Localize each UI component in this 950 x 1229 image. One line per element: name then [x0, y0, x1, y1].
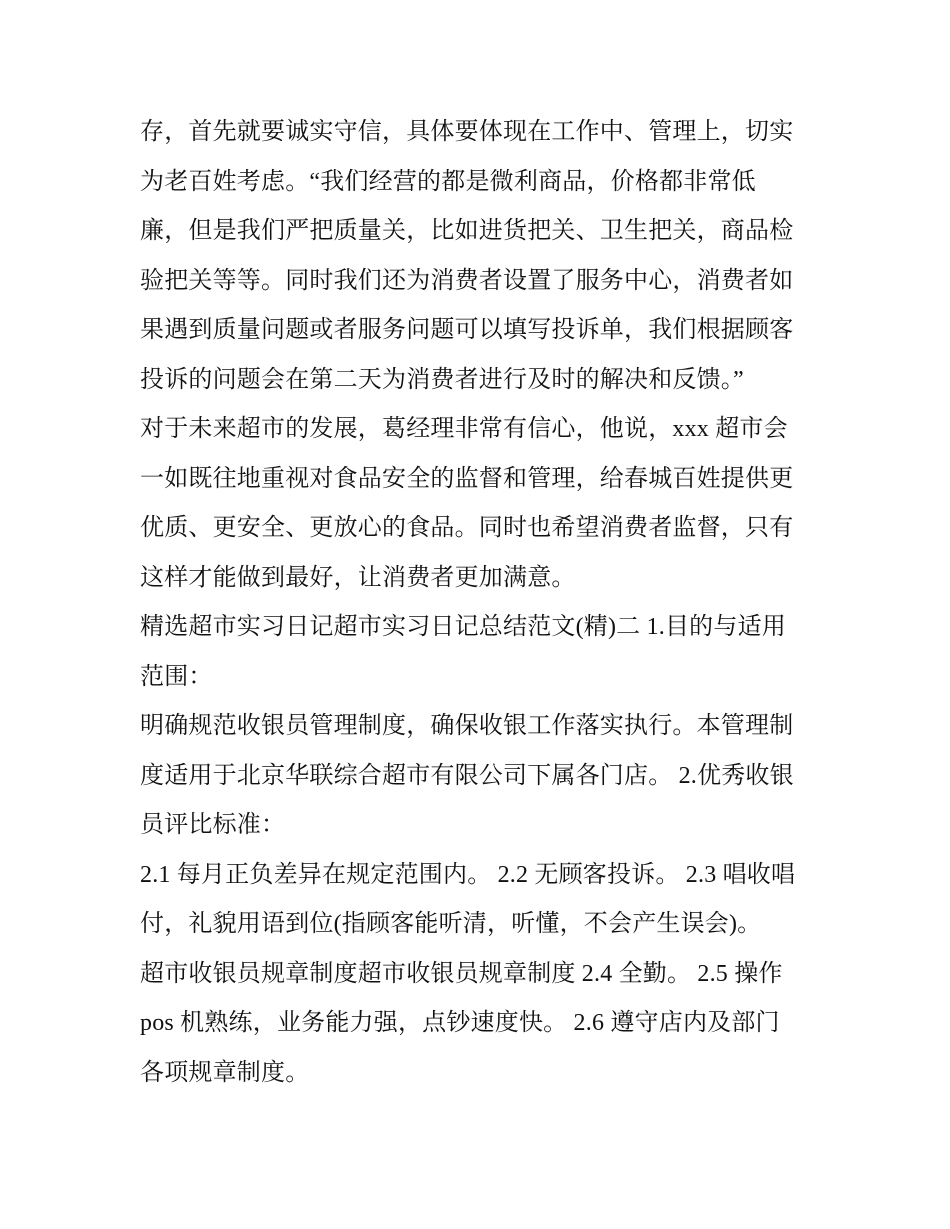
text-line: 精选超市实习日记超市实习日记总结范文(精)二 1.目的与适用 [140, 614, 786, 640]
text-line: 为老百姓考虑。“我们经营的都是微利商品，价格都非常低 [140, 168, 756, 195]
text-line: 员评比标准： [140, 812, 286, 838]
document-body [140, 108, 820, 1098]
text-line: 投诉的问题会在第二天为消费者进行及时的解决和反馈。” [140, 366, 744, 393]
text-line: 付，礼貌用语到位(指顾客能听清，听懂，不会产生误会)。 [140, 911, 762, 937]
text-line: 这样才能做到最好，让消费者更加满意。 [140, 564, 576, 591]
text-line: 一如既往地重视对食品安全的监督和管理，给春城百姓提供更 [140, 465, 794, 492]
text-line: pos 机熟练，业务能力强，点钞速度快。 2.6 遵守店内及部门 [140, 1010, 780, 1036]
text-line: 各项规章制度。 [140, 1059, 310, 1086]
text-line: 2.1 每月正负差异在规定范围内。 2.2 无顾客投诉。 2.3 唱收唱 [140, 861, 796, 888]
text-line: 果遇到质量问题或者服务问题可以填写投诉单，我们根据顾客 [140, 317, 794, 343]
text-line: 范围： [140, 663, 213, 690]
text-line: 对于未来超市的发展，葛经理非常有信心，他说，xxx 超市会 [140, 416, 788, 442]
text-line: 明确规范收银员管理制度，确保收银工作落实执行。本管理制 [140, 713, 794, 739]
text-line: 优质、更安全、更放心的食品。同时也希望消费者监督，只有 [140, 515, 794, 541]
text-line: 廉，但是我们严把质量关，比如进货把关、卫生把关，商品检 [140, 218, 794, 244]
text-line: 超市收银员规章制度超市收银员规章制度 2.4 全勤。 2.5 操作 [140, 960, 783, 987]
text-line: 验把关等等。同时我们还为消费者设置了服务中心，消费者如 [140, 267, 794, 294]
text-line: 度适用于北京华联综合超市有限公司下属各门店。 2.优秀收银 [140, 762, 794, 789]
text-line: 存，首先就要诚实守信，具体要体现在工作中、管理上，切实 [140, 119, 794, 145]
